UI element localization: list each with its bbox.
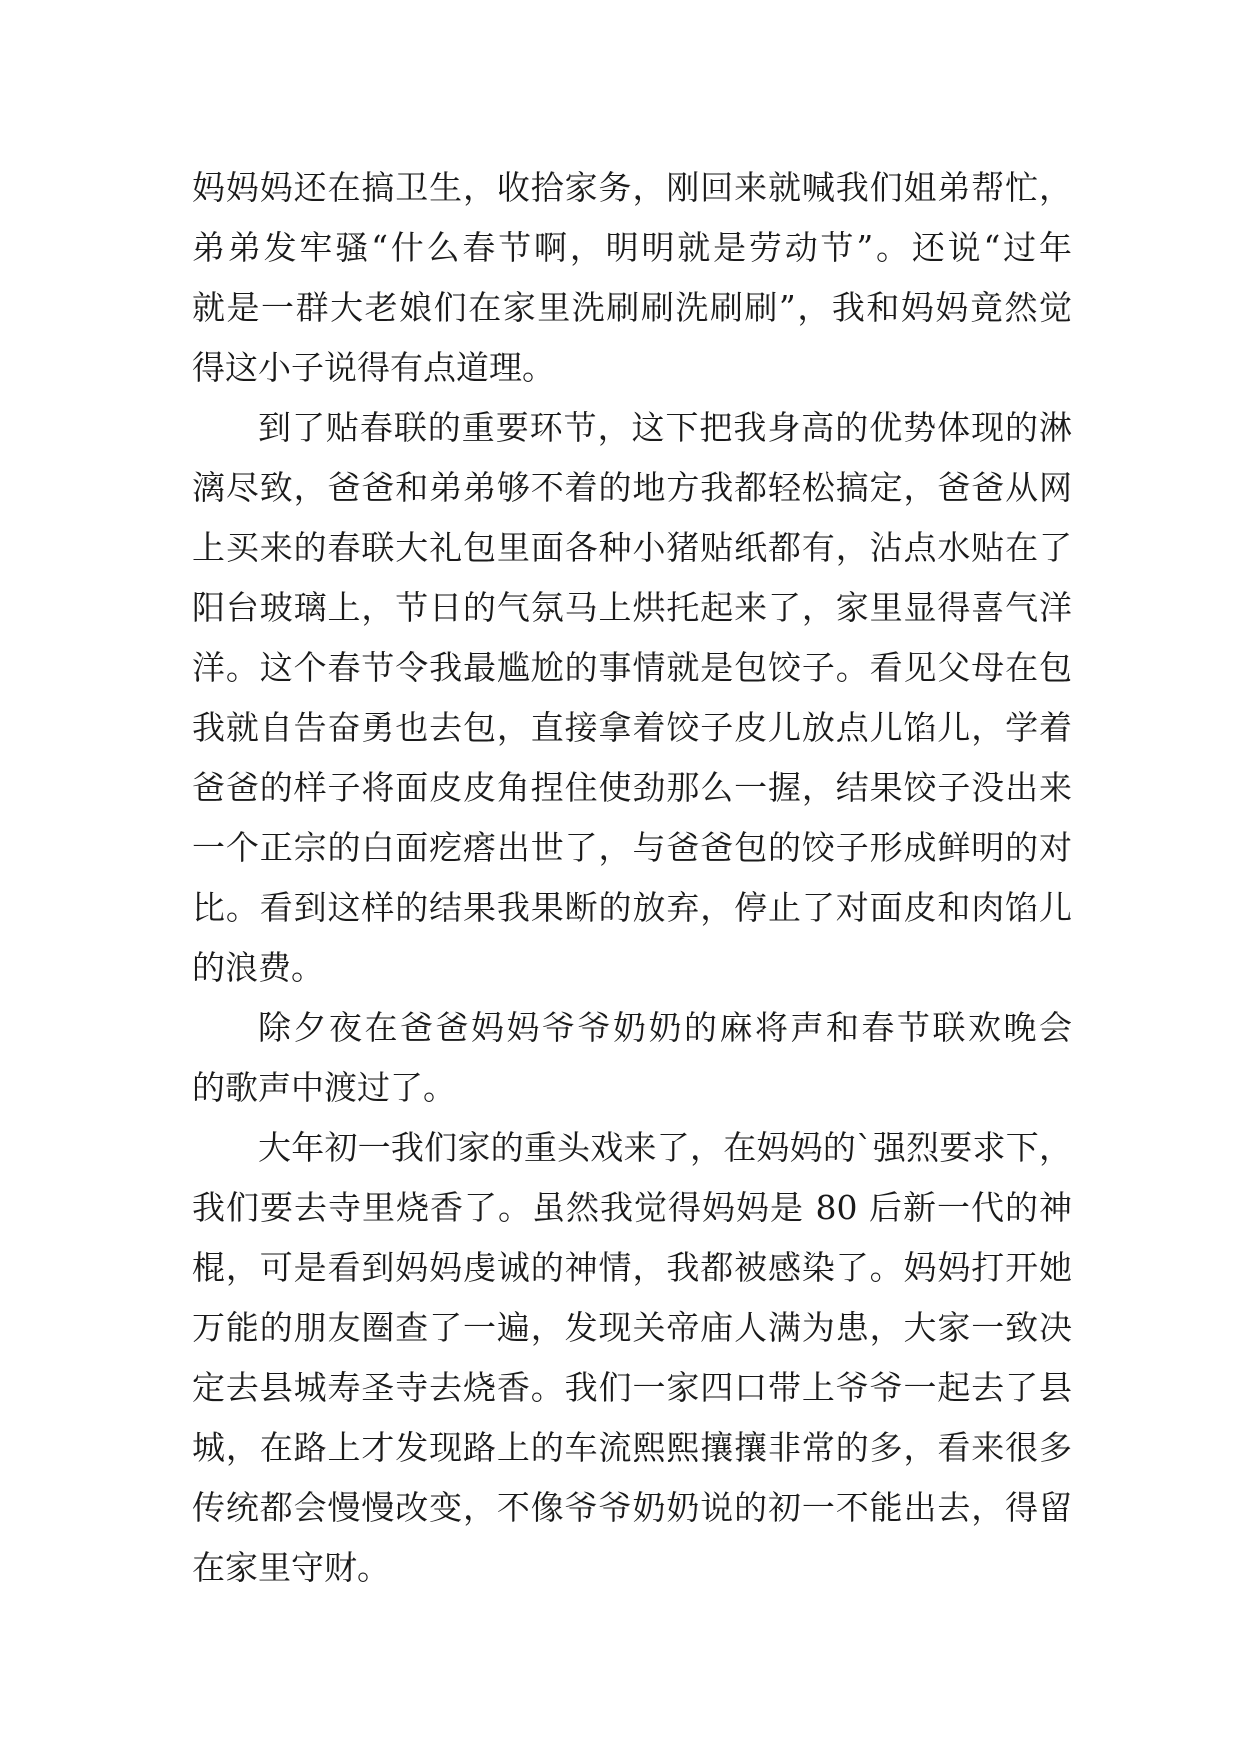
text-line: 在家里守财。	[192, 1548, 390, 1587]
text-line: 我就自告奋勇也去包，直接拿着饺子皮儿放点儿馅儿，学着	[192, 708, 1072, 747]
text-line: 的歌声中渡过了。	[192, 1068, 456, 1107]
text-line: 到了贴春联的重要环节，这下把我身高的优势体现的淋	[258, 408, 1072, 447]
text-line: 上买来的春联大礼包里面各种小猪贴纸都有，沾点水贴在了	[192, 528, 1072, 567]
text-line: 定去县城寿圣寺去烧香。我们一家四口带上爷爷一起去了县	[192, 1368, 1072, 1407]
text-line: 除夕夜在爸爸妈妈爷爷奶奶的麻将声和春节联欢晚会	[258, 1008, 1072, 1047]
text-line: 万能的朋友圈查了一遍，发现关帝庙人满为患，大家一致决	[192, 1308, 1072, 1347]
text-line: 爸爸的样子将面皮皮角捏住使劲那么一握，结果饺子没出来	[192, 768, 1072, 807]
text-line: 就是一群大老娘们在家里洗刷刷洗刷刷”，我和妈妈竟然觉	[192, 288, 1072, 327]
paragraph	[192, 1118, 1072, 1598]
paragraph	[192, 998, 1072, 1118]
paragraph	[192, 158, 1072, 398]
text-line: 一个正宗的白面疙瘩出世了，与爸爸包的饺子形成鲜明的对	[192, 828, 1072, 867]
text-line: 城，在路上才发现路上的车流熙熙攘攘非常的多，看来很多	[192, 1428, 1072, 1467]
text-line: 阳台玻璃上，节日的气氛马上烘托起来了，家里显得喜气洋	[192, 588, 1072, 627]
text-line: 比。看到这样的结果我果断的放弃，停止了对面皮和肉馅儿	[192, 888, 1072, 927]
text-line: 洋。这个春节令我最尴尬的事情就是包饺子。看见父母在包	[192, 648, 1072, 687]
text-line: 我们要去寺里烧香了。虽然我觉得妈妈是 80 后新一代的神	[192, 1188, 1072, 1227]
text-line: 棍，可是看到妈妈虔诚的神情，我都被感染了。妈妈打开她	[192, 1248, 1072, 1287]
paragraph	[192, 398, 1072, 998]
text-line: 得这小子说得有点道理。	[192, 348, 555, 387]
text-line: 漓尽致，爸爸和弟弟够不着的地方我都轻松搞定，爸爸从网	[192, 468, 1072, 507]
text-line: 妈妈妈还在搞卫生，收拾家务，刚回来就喊我们姐弟帮忙，	[192, 168, 1072, 207]
text-line: 弟弟发牢骚“什么春节啊，明明就是劳动节”。还说“过年	[192, 228, 1072, 267]
text-line: 大年初一我们家的重头戏来了，在妈妈的`强烈要求下，	[258, 1128, 1072, 1167]
text-line: 的浪费。	[192, 948, 324, 987]
text-line: 传统都会慢慢改变，不像爷爷奶奶说的初一不能出去，得留	[192, 1488, 1072, 1527]
document-body	[192, 158, 1072, 1598]
